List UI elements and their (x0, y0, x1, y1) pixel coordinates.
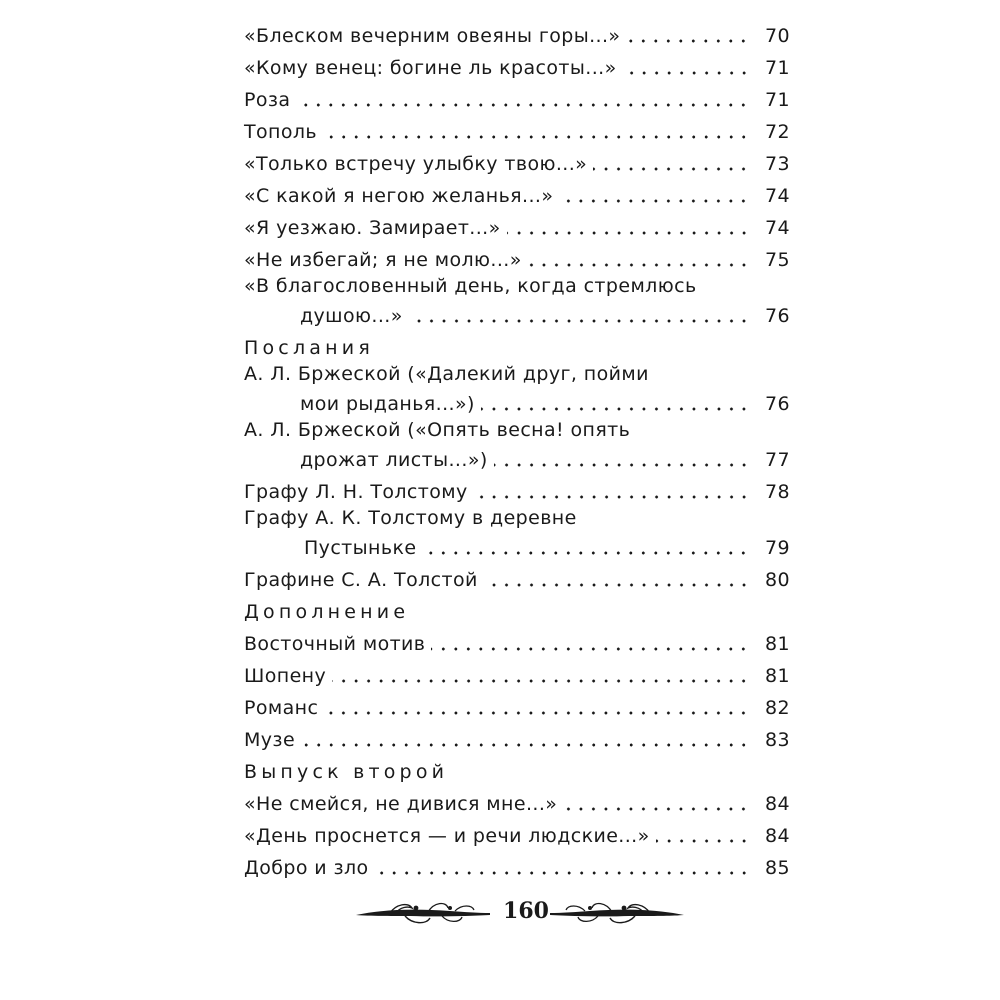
toc-entry-title: Добро и зло (244, 857, 369, 879)
toc-entry-page: 77 (765, 449, 790, 471)
toc-entry (244, 472, 790, 504)
toc-entry-title: «День проснется — и речи людские...» (244, 825, 650, 847)
toc-entry (244, 720, 790, 752)
dot-leader (422, 551, 750, 555)
toc-entry-page: 73 (765, 153, 790, 175)
toc-entry-title-line2: мои рыданья...») (300, 393, 475, 415)
toc-entry-page: 76 (765, 305, 790, 327)
page-number: 160 (503, 898, 549, 924)
toc-entry-title: Шопену (244, 665, 327, 687)
toc-entry (244, 848, 790, 880)
toc-entry-page: 81 (765, 633, 790, 655)
toc-entry-multiline (244, 504, 790, 560)
section-heading: Послания (244, 337, 374, 359)
toc-entry (244, 16, 790, 48)
toc-entry-title: «Блеском вечерним овеяны горы...» (244, 25, 621, 47)
toc-entry-multiline (244, 272, 790, 328)
toc-entry (244, 80, 790, 112)
dot-leader (593, 167, 750, 171)
toc-entry-title: Роза (244, 89, 291, 111)
toc-entry-page: 75 (765, 249, 790, 271)
dot-leader (623, 71, 750, 75)
toc-entry-title-line1: «В благословенный день, когда стремлюсь (244, 275, 697, 297)
toc-entry-title: Тополь (244, 121, 318, 143)
dot-leader (301, 743, 750, 747)
toc-entry-page: 78 (765, 481, 790, 503)
toc-entry-page: 84 (765, 793, 790, 815)
toc-entry (244, 48, 790, 80)
toc-entry-title: «С какой я негою желанья...» (244, 185, 554, 207)
toc-entry-title: «Только встречу улыбку твою...» (244, 153, 588, 175)
toc-entry-page: 84 (765, 825, 790, 847)
dot-leader (431, 647, 750, 651)
toc-entry-page: 74 (765, 217, 790, 239)
toc-entry-title: «Я уезжаю. Замирает...» (244, 217, 501, 239)
dot-leader (332, 679, 750, 683)
toc-entry (244, 144, 790, 176)
section-heading: Дополнение (244, 601, 410, 623)
toc-entry-page: 71 (765, 89, 790, 111)
dot-leader (484, 583, 750, 587)
toc-entry-page: 71 (765, 57, 790, 79)
dot-leader (494, 463, 750, 467)
dot-leader (559, 199, 750, 203)
toc-entry (244, 816, 790, 848)
toc-entry-page: 83 (765, 729, 790, 751)
section-heading: Выпуск второй (244, 761, 449, 783)
toc-entry-title-line2: Пустыньке (304, 537, 417, 559)
toc-entry (244, 656, 790, 688)
page-footer (350, 896, 690, 930)
dot-leader (375, 871, 750, 875)
toc-entry (244, 560, 790, 592)
toc-entry-title: Графу Л. Н. Толстому (244, 481, 468, 503)
toc-entry-title-line1: А. Л. Бржеской («Далекий друг, пойми (244, 363, 649, 385)
toc-entry-page: 85 (765, 857, 790, 879)
toc-entry-multiline (244, 416, 790, 472)
toc-entry (244, 112, 790, 144)
dot-leader (323, 135, 750, 139)
toc-entry-title-line2: дрожат листы...») (300, 449, 488, 471)
toc-entry-page: 81 (765, 665, 790, 687)
dot-leader (507, 231, 750, 235)
dot-leader (481, 407, 750, 411)
dot-leader (474, 495, 750, 499)
toc-entry (244, 208, 790, 240)
toc-entry-title-line2: душою...» (300, 305, 403, 327)
toc-entry-continuation (244, 300, 790, 328)
table-of-contents (244, 16, 790, 880)
toc-entry-title: «Кому венец: богине ль красоты...» (244, 57, 617, 79)
toc-entry-title: Графине С. А. Толстой (244, 569, 478, 591)
dot-leader (409, 319, 750, 323)
toc-entry-page: 82 (765, 697, 790, 719)
toc-entry-page: 79 (765, 537, 790, 559)
toc-entry (244, 176, 790, 208)
toc-entry-title: «Не смейся, не дивися мне...» (244, 793, 558, 815)
toc-entry (244, 240, 790, 272)
dot-leader (626, 39, 750, 43)
dot-leader (296, 103, 750, 107)
toc-entry-title: Восточный мотив (244, 633, 426, 655)
toc-entry-page: 70 (765, 25, 790, 47)
toc-entry (244, 784, 790, 816)
toc-entry (244, 624, 790, 656)
toc-entry-title: Музе (244, 729, 296, 751)
toc-entry-title: Романс (244, 697, 319, 719)
toc-entry-title-line1: Графу А. К. Толстому в деревне (244, 507, 577, 529)
toc-entry-multiline (244, 360, 790, 416)
toc-entry-page: 74 (765, 185, 790, 207)
toc-entry-continuation (244, 532, 790, 560)
toc-entry-continuation (244, 444, 790, 472)
toc-entry-page: 72 (765, 121, 790, 143)
dot-leader (324, 711, 750, 715)
dot-leader (528, 263, 750, 267)
toc-entry-continuation (244, 388, 790, 416)
toc-entry (244, 688, 790, 720)
toc-entry-title-line1: А. Л. Бржеской («Опять весна! опять (244, 419, 631, 441)
toc-entry-page: 80 (765, 569, 790, 591)
toc-entry-page: 76 (765, 393, 790, 415)
dot-leader (563, 807, 750, 811)
toc-entry-title: «Не избегай; я не молю...» (244, 249, 522, 271)
dot-leader (656, 839, 750, 843)
